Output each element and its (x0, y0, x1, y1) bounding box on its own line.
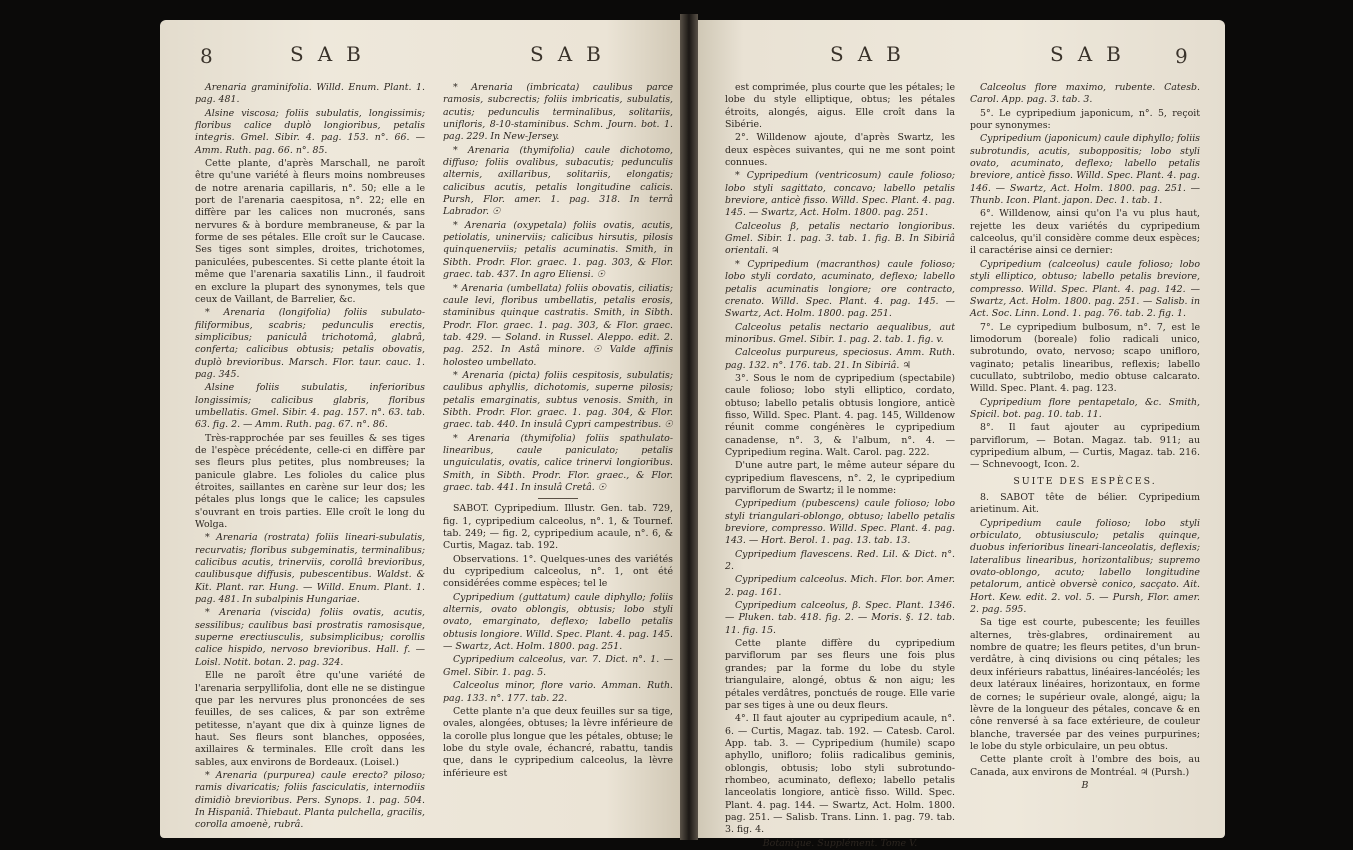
paragraph: D'une autre part, le même auteur sépare du cypripedium flavescens, n°. 2, le cypripedium parviflorum de Swartz; il le nomme: (725, 460, 955, 496)
paragraph: * Cypripedium (ventricosum) caule folioso; lobo styli sagittato, concavo; labello petalis breviore, anticè fisso. Willd. Spec. Plant. 4. pag. 145. — Swartz, Act. Holm. 1800. pag. 251. (725, 170, 955, 219)
paragraph: Cette plante n'a que deux feuilles sur sa tige, ovales, alongées, obtuses; la lèvre inférieure de la corolle plus longue que les pétales, obtuse; le lobe du style ovale, échancré, rabattu, tandis que, dans le cypripedium calceolus, la lèvre inférieure est (443, 705, 673, 779)
paragraph: Cypripedium flore pentapetalo, &c. Smith, Spicil. bot. pag. 10. tab. 11. (970, 396, 1200, 420)
paragraph: * Arenaria (umbellata) foliis obovatis, ciliatis; caule levi, floribus umbellatis, petalis erosis, staminibus quinque castratis. Smith, in Sibth. Prodr. Flor. graec. 1. pag. 303, & Flor. graec. tab. 429. — Soland. in Russel. Aleppo. edit. 2. pag. 252. In Astâ minore. ☉ Valde affinis holosteo umbellato. (443, 282, 673, 368)
paragraph: * Arenaria (viscida) foliis ovatis, acutis, sessilibus; caulibus basi prostratis ramosisque, superne erectiusculis, subsimplicibus; corollis calice hispido, nervoso brevioribus. Hall. f. — Loisl. Notit. botan. 2. pag. 324. (195, 607, 425, 668)
paragraph: SABOT. Cypripedium. Illustr. Gen. tab. 729, fig. 1, cypripedium calceolus, n°. 1, & Tournef. tab. 249; — fig. 2, cypripedium acaule, n°. 6, & Curtis, Magaz. tab. 192. (443, 503, 673, 552)
paragraph: * Arenaria (thymifolia) foliis spathulato-linearibus, caule paniculato; petalis unguiculatis, ovatis, calice trinervi longioribus. Smith, in Sibth. Prodr. Flor. graec., & Flor. graec. tab. 441. In insulâ Cretâ. ☉ (443, 432, 673, 493)
paragraph: Cypripedium calceolus, β. Spec. Plant. 1346. — Pluken. tab. 418. fig. 2. — Moris. §. 12. tab. 11. fig. 15. (725, 600, 955, 636)
paragraph: * Arenaria (thymifolia) caule dichotomo, diffuso; foliis ovalibus, subacutis; pedunculis alternis, axillaribus, solitariis, elongatis; calicibus acutis, petalis longitudine calicis. Pursh, Flor. amer. 1. pag. 318. In terrâ Labrador. ☉ (443, 144, 673, 218)
left-column-2 (443, 82, 673, 782)
paragraph: Elle ne paroît être qu'une variété de l'arenaria serpyllifolia, dont elle ne se distingue que par les nervures plus prononcées de ses feuilles, de ses calices, & par son extrême petitesse, n'ayant que dix à quinze lignes de haut. Ses fleurs sont blanches, opposées, axillaires & terminales. Elle croît dans les sables, aux environs de Bordeaux. (Loisel.) (195, 670, 425, 768)
paragraph: 3°. Sous le nom de cypripedium (spectabile) caule folioso; lobo styli elliptico, cordato, obtuso; labello petalis obtusis longiore, anticè fisso, Willd. Spec. Plant. 4. pag. 145, Willdenow réunit comme congénères le cypripedium canadense, n°. 3, & l'album, n°. 4. — Cypripedium regina. Walt. Carol. pag. 222. (725, 372, 955, 458)
paragraph: Cette plante, d'après Marschall, ne paroît être qu'une variété à fleurs moins nombreuses de notre arenaria capillaris, n°. 50; elle a le port de l'arenaria caespitosa, n°. 22; elle en diffère par les calices non mucronés, sans nervures & à bordure membraneuse, & par la forme de ses pétales. Elle croît sur le Caucase. Ses tiges sont simples, droites, trichotomes, paniculées, pubescentes. Si cette plante étoit la même que l'arenaria saxatilis Linn., il faudroit en exclure la plupart des synonymes, tels que ceux de Vaillant, de Barrelier, &c. (195, 158, 425, 305)
paragraph: * Arenaria (imbricata) caulibus parce ramosis, subcrectis; foliis imbricatis, subulatis, acutis; pedunculis terminalibus, solitariis, unifloris, 8-10-staminibus. Schm. Journ. bot. 1. pag. 229. In New-Jersey. (443, 82, 673, 143)
paragraph: 4°. Il faut ajouter au cypripedium acaule, n°. 6. — Curtis, Magaz. tab. 192. — Catesb. Carol. App. tab. 3. — Cypripedium (humile) scapo aphyllo, unifloro; foliis radicalibus geminis, oblongis, obtusis; lobo styli subrotundo-rhombeo, acuminato, deflexo; labello petalis lanceolatis longiore, anticè fisso. Willd. Spec. Plant. 4. pag. 144. — Swartz, Act. Holm. 1800. pag. 251. — Salisb. Trans. Linn. 1. pag. 79. tab. 3. fig. 4. (725, 713, 955, 836)
paragraph: Cypripedium (pubescens) caule folioso; lobo styli triangulari-oblongo, obtuso; labello petalis breviore, compresso. Willd. Spec. Plant. 4. pag. 143. — Hort. Berol. 1. pag. 13. tab. 13. (725, 498, 955, 547)
paragraph: Cypripedium (japonicum) caule diphyllo; foliis subrotundis, acutis, suboppositis; lobo styli ovato, acuminato, deflexo; labello petalis breviore, anticè fisso. Willd. Spec. Plant. 4. pag. 146. — Swartz, Act. Holm. 1800. pag. 251. — Thunb. Icon. Plant. japon. Dec. 1. tab. 1. (970, 133, 1200, 207)
paragraph: SUITE DES ESPÈCES. (1013, 475, 1157, 487)
paragraph: Calceolus β, petalis nectario longioribus. Gmel. Sibir. 1. pag. 3. tab. 1. fig. B. In Sibiriâ orientali. ♃ (725, 220, 955, 257)
paragraph: * Arenaria (rostrata) foliis lineari-subulatis, recurvatis; floribus subgeminatis, terminalibus; calicibus acutis, trinerviis, corollâ brevioribus, caulibusque diffusis, pubescentibus. Waldst. & Kit. Plant. rar. Hung. — Willd. Enum. Plant. 1. pag. 481. In subalpinis Hungariae. (195, 532, 425, 606)
paragraph: Calceolus purpureus, speciosus. Amm. Ruth. pag. 132. n°. 176. tab. 21. In Sibiriâ. ♃ (725, 347, 955, 371)
right-running-head: SAB (830, 42, 915, 66)
right-page-number: 9 (1175, 44, 1188, 68)
paragraph: * Arenaria (oxypetala) foliis ovatis, acutis, petiolatis, uninerviis; calicibus hirsutis, pilosis quinquenerviis; petalis acuminatis. Smith, in Sibth. Prodr. Flor. graec. 1. pag. 303, & Flor. graec. tab. 437. In agro Eliensi. ☉ (443, 219, 673, 281)
right-column-1 (725, 82, 955, 849)
paragraph: * Arenaria (purpurea) caule erecto? piloso; ramis divaricatis; foliis fasciculatis, internodiis dimidiò brevioribus. Pers. Synops. 1. pag. 504. In Hispaniâ. Thiebaut. Planta pulchella, gracilis, corolla amoenè, rubrâ. (195, 769, 425, 831)
right-running-head-2: SAB (1050, 42, 1135, 66)
paragraph: * Arenaria (picta) foliis cespitosis, subulatis; caulibus aphyllis, dichotomis, superne pilosis; petalis emarginatis, subtus venosis. Smith, in Sibth. Prodr. Flor. graec. 1. pag. 304, & Flor. graec. tab. 440. In insulâ Cypri campestribus. ☉ (443, 369, 673, 431)
paragraph: Observations. 1°. Quelques-unes des variétés du cypripedium calceolus, n°. 1, ont été considérées comme espèces; tel le (443, 553, 673, 590)
paragraph: Très-rapprochée par ses feuilles & ses tiges de l'espèce précédente, celle-ci en diffère par ses fleurs plus petites, plus nombreuses; la panicule glabre. Les folioles du calice plus étroites, saillantes en carène sur leur dos; les pétales plus longs que le calice; les capsules s'ouvrant en trois parties. Elle croît le long du Wolga. (195, 432, 425, 531)
paragraph: Botanique. Supplément. Tome V. (762, 837, 918, 849)
paragraph: Cypripedium caule folioso; lobo styli orbiculato, obtusiusculo; petalis quinque, duobus inferioribus lineari-lanceolatis, deflexis; lateralibus linearibus, horizontalibus; supremo ovato-oblongo, acuto; labello longitudine petalorum, anticè obversè conico, sacçato. Ait. Hort. Kew. edit. 2. vol. 5. — Pursh, Flor. amer. 2. pag. 595. (970, 517, 1200, 616)
left-running-head-2: SAB (530, 42, 615, 66)
paragraph: Cette plante diffère du cypripedium parviflorum par ses fleurs une fois plus grandes; par la forme du lobe du style triangulaire, alongé, obtus & non aigu; les pétales verdâtres, ponctués de rouge. Elle varie par ses tiges à une ou deux fleurs. (725, 638, 955, 711)
paragraph: Alsine viscosa; foliis subulatis, longissimis; floribus calice duplò longioribus, petalis integris. Gmel. Sibir. 4. pag. 153. n°. 66. — Amm. Ruth. pag. 66. n°. 85. (195, 107, 425, 156)
paragraph: 2°. Willdenow ajoute, d'après Swartz, les deux espèces suivantes, qui ne me sont point connues. (725, 132, 955, 169)
left-page-number: 8 (200, 44, 213, 68)
paragraph: Cypripedium calceolus. Mich. Flor. bor. Amer. 2. pag. 161. (725, 574, 955, 598)
left-column-1 (195, 82, 425, 831)
left-running-head: SAB (290, 42, 375, 66)
book-gutter (680, 14, 698, 840)
paragraph: Cypripedium flavescens. Red. Lil. & Dict. n°. 2. (725, 548, 955, 573)
paragraph: Alsine foliis subulatis, inferioribus longissimis; calicibus glabris, floribus umbellatis. Gmel. Sibir. 4. pag. 157. n°. 63. tab. 63. fig. 2. — Amm. Ruth. pag. 67. n°. 86. (195, 382, 425, 431)
right-column-2 (970, 82, 1200, 791)
paragraph: Calceolus minor, flore vario. Amman. Ruth. pag. 133. n°. 177. tab. 22. (443, 680, 673, 704)
paragraph: Calceolus flore maximo, rubente. Catesb. Carol. App. pag. 3. tab. 3. (970, 82, 1200, 106)
paragraph: est comprimée, plus courte que les pétales; le lobe du style elliptique, obtus; les pétales étroits, alongés, aigus. Elle croît dans la Sibérie. (725, 82, 955, 131)
paragraph: Arenaria graminifolia. Willd. Enum. Plant. 1. pag. 481. (195, 82, 425, 106)
paragraph: * Cypripedium (macranthos) caule folioso; lobo styli cordato, acuminato, deflexo; labello petalis acuminatis longiore; ore contracto, crenato. Willd. Spec. Plant. 4. pag. 145. — Swartz, Act. Holm. 1800. pag. 251. (725, 258, 955, 320)
paragraph: 8°. Il faut ajouter au cypripedium parviflorum, — Botan. Magaz. tab. 911; au cypripedium album, — Curtis, Magaz. tab. 216. — Schnevoogt, Icon. 2. (970, 422, 1200, 471)
paragraph: Cypripedium (calceolus) caule folioso; lobo styli elliptico, obtuso; labello petalis breviore, compresso. Willd. Spec. Plant. 4. pag. 142. — Swartz, Act. Holm. 1800. pag. 251. — Salisb. in Act. Soc. Linn. Lond. 1. pag. 76. tab. 2. fig. 1. (970, 258, 1200, 320)
paragraph: Calceolus petalis nectario aequalibus, aut minoribus. Gmel. Sibir. 1. pag. 2. tab. 1. fig. v. (725, 321, 955, 345)
paragraph: B (1081, 779, 1089, 791)
paragraph: Cette plante croît à l'ombre des bois, au Canada, aux environs de Montréal. ♃ (Pursh.) (970, 754, 1200, 778)
paragraph: 8. SABOT tête de bélier. Cypripedium arietinum. Ait. (970, 492, 1200, 516)
paragraph: * Arenaria (longifolia) foliis subulato-filiformibus, scabris; pedunculis erectis, simplicibus; paniculâ trichotomâ, glabrâ, conferta; calicibus obtusis; petalis obovatis, duplò brevioribus. Marsch. Flor. taur. cauc. 1. pag. 345. (195, 307, 425, 380)
section-divider (538, 498, 578, 499)
paragraph: Cypripedium calceolus, var. 7. Dict. n°. 1. — Gmel. Sibir. 1. pag. 5. (443, 654, 673, 678)
paragraph: 5°. Le cypripedium japonicum, n°. 5, reçoit pour synonymes: (970, 107, 1200, 132)
paragraph: Cypripedium (guttatum) caule diphyllo; foliis alternis, ovato oblongis, obtusis; lobo styli ovato, emarginato, deflexo; labello petalis obtusis longiore. Willd. Spec. Plant. 4. pag. 145. — Swartz, Act. Holm. 1800. pag. 251. (443, 591, 673, 653)
paragraph: Sa tige est courte, pubescente; les feuilles alternes, très-glabres, ordinairement au nombre de quatre; les fleurs petites, d'un brun-verdâtre, à cinq divisions ou cinq pétales; les deux inférieurs rabattus, linéaires-lancéolés; les deux latéraux linéaires, horizontaux, en forme de cornes; le supérieur ovale, alongé, aigu; la lèvre de la longueur des pétales, concave & en cône renversé à sa face extérieure, de couleur blanche, traversée par des veines purpurines; le lobe du style orbiculaire, un peu obtus. (970, 617, 1200, 752)
paragraph: 6°. Willdenow, ainsi qu'on l'a vu plus haut, rejette les deux variétés du cypripedium calceolus, qu'il considère comme deux espèces; il caractérise ainsi ce dernier: (970, 208, 1200, 257)
paragraph: 7°. Le cypripedium bulbosum, n°. 7, est le limodorum (boreale) folio radicali unico, subrotundo, ovato, nervoso; scapo unifloro, vaginato; petalis linearibus, reflexis; labello cucullato, subtrilobo, medio obtuse calcarato. Willd. Spec. Plant. 4. pag. 123. (970, 321, 1200, 395)
